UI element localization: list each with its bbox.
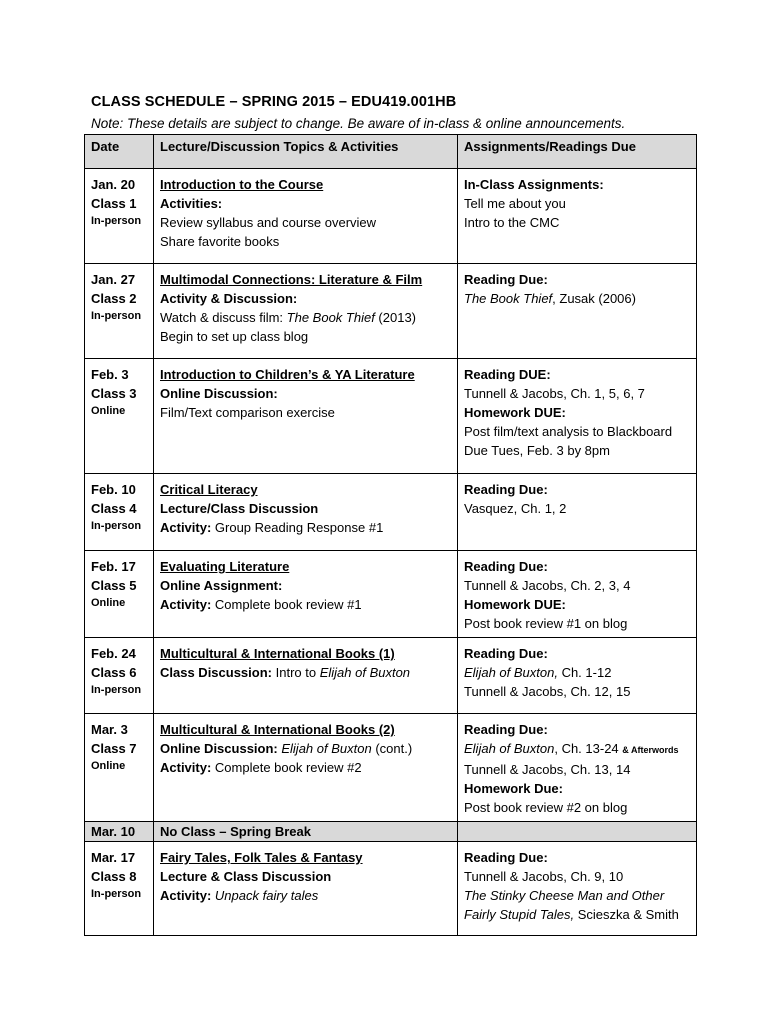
table-row <box>85 359 697 474</box>
row-class: Class 7 <box>91 741 137 756</box>
row-class: Class 1 <box>91 196 137 211</box>
row-date: Mar. 17 <box>91 850 136 865</box>
table-row <box>85 474 697 551</box>
table-row <box>85 169 697 264</box>
assignments-cell <box>458 842 697 936</box>
assignments-cell <box>458 474 697 551</box>
activity-label: Activity: <box>160 888 212 903</box>
row-activity-label: Activity & Discussion: <box>160 291 298 306</box>
book-title: Elijah of Buxton <box>277 741 372 756</box>
row-date: Feb. 3 <box>91 367 129 382</box>
row-date: Feb. 10 <box>91 482 136 497</box>
assignment-item: Tunnell & Jacobs, Ch. 9, 10 <box>464 869 624 884</box>
assignment-item: Post film/text analysis to Blackboard <box>464 424 673 439</box>
film-title: The Book Thief <box>286 310 375 325</box>
row-topic: Introduction to the Course <box>160 177 324 192</box>
date-cell <box>85 714 154 822</box>
assignment-label: Reading Due: <box>464 559 548 574</box>
header-assignments: Assignments/Readings Due <box>458 135 697 169</box>
book-title: The Book Thief <box>464 291 553 306</box>
row-activity <box>160 739 451 758</box>
header-topics: Lecture/Discussion Topics & Activities <box>154 135 458 169</box>
row-activity: Film/Text comparison exercise <box>160 405 335 420</box>
activity-label: Online Discussion: <box>160 741 278 756</box>
assignments-cell <box>458 264 697 359</box>
assignment-text: Scieszka & Smith <box>574 907 679 922</box>
assignment-item: Post book review #1 on blog <box>464 616 628 631</box>
assignment-label: Homework Due: <box>464 781 563 796</box>
topics-cell <box>154 359 458 474</box>
row-mode: In-person <box>91 520 142 532</box>
row-activity <box>160 518 451 537</box>
row-mode: Online <box>91 760 126 772</box>
row-class: Class 8 <box>91 869 137 884</box>
row-topic: Critical Literacy <box>160 482 258 497</box>
topics-cell <box>154 264 458 359</box>
activity-text: Complete book review #1 <box>211 597 362 612</box>
row-class: Class 2 <box>91 291 137 306</box>
activity-text: Group Reading Response #1 <box>211 520 384 535</box>
row-activity <box>160 886 451 905</box>
assignment-item: Tell me about you <box>464 196 566 211</box>
assignment-text: , Ch. 13-24 <box>554 741 623 756</box>
row-activity <box>160 663 451 682</box>
activity-text: (cont.) <box>371 741 413 756</box>
topics-cell <box>154 714 458 822</box>
table-row <box>85 842 697 936</box>
topics-cell <box>154 551 458 638</box>
assignments-cell <box>458 638 697 714</box>
activity-text: (2013) <box>374 310 417 325</box>
row-date: Mar. 10 <box>91 824 136 839</box>
date-cell <box>85 359 154 474</box>
date-cell <box>85 169 154 264</box>
row-activity <box>160 758 451 777</box>
assignment-label: Reading Due: <box>464 272 548 287</box>
assignment-item: Tunnell & Jacobs, Ch. 2, 3, 4 <box>464 578 631 593</box>
row-class: Class 6 <box>91 665 137 680</box>
table-header-row <box>85 135 697 169</box>
schedule-note: Note: These details are subject to change. Be aware of in-class & online announcements. <box>91 116 626 131</box>
book-title: Elijah of Buxton <box>319 665 411 680</box>
table-row-break <box>85 822 697 842</box>
header-date: Date <box>85 135 154 169</box>
assignments-cell <box>458 169 697 264</box>
topics-cell <box>154 822 458 842</box>
row-mode: In-person <box>91 215 142 227</box>
row-mode: Online <box>91 405 126 417</box>
row-activity-label: Lecture/Class Discussion <box>160 501 319 516</box>
row-activity <box>160 308 451 327</box>
afterwords-note: & Afterwords <box>622 745 679 755</box>
assignment-text: Ch. 1-12 <box>557 665 612 680</box>
book-title: Elijah of Buxton <box>464 741 555 756</box>
table-row <box>85 551 697 638</box>
date-cell <box>85 822 154 842</box>
date-cell <box>85 551 154 638</box>
activity-label: Activity: <box>160 597 212 612</box>
assignment-label: Homework DUE: <box>464 405 566 420</box>
assignment-item: Post book review #2 on blog <box>464 800 628 815</box>
topics-cell <box>154 474 458 551</box>
row-mode: In-person <box>91 310 142 322</box>
row-class: Class 3 <box>91 386 137 401</box>
row-mode: Online <box>91 597 126 609</box>
assignments-cell <box>458 714 697 822</box>
table-row <box>85 714 697 822</box>
activity-label: Class Discussion: <box>160 665 272 680</box>
row-activity: Begin to set up class blog <box>160 329 309 344</box>
row-activity <box>160 595 451 614</box>
assignment-label: Reading Due: <box>464 646 548 661</box>
row-activity: Review syllabus and course overview <box>160 215 377 230</box>
date-cell <box>85 842 154 936</box>
row-mode: In-person <box>91 684 142 696</box>
date-cell <box>85 638 154 714</box>
row-topic: Introduction to Children’s & YA Literature <box>160 367 415 382</box>
assignment-label: In-Class Assignments: <box>464 177 604 192</box>
topics-cell <box>154 169 458 264</box>
assignment-item: Vasquez, Ch. 1, 2 <box>464 501 567 516</box>
assignment-label: Homework DUE: <box>464 597 566 612</box>
topics-cell <box>154 842 458 936</box>
activity-text: Intro to <box>272 665 320 680</box>
assignment-item <box>464 739 690 760</box>
table-row <box>85 638 697 714</box>
row-activity: Share favorite books <box>160 234 280 249</box>
topics-cell <box>154 638 458 714</box>
assignment-label: Reading Due: <box>464 722 548 737</box>
row-activity-label: Online Discussion: <box>160 386 278 401</box>
date-cell <box>85 474 154 551</box>
row-topic: Fairy Tales, Folk Tales & Fantasy <box>160 850 363 865</box>
row-activity-label: Activities: <box>160 196 223 211</box>
assignments-cell <box>458 359 697 474</box>
activity-label: Activity: <box>160 760 212 775</box>
date-cell <box>85 264 154 359</box>
assignment-item: Tunnell & Jacobs, Ch. 13, 14 <box>464 762 631 777</box>
row-topic: Multimodal Connections: Literature & Film <box>160 272 423 287</box>
assignment-item: Intro to the CMC <box>464 215 560 230</box>
row-class: Class 5 <box>91 578 137 593</box>
row-date: Mar. 3 <box>91 722 128 737</box>
assignment-item: Tunnell & Jacobs, Ch. 12, 15 <box>464 684 631 699</box>
assignments-cell <box>458 822 697 842</box>
activity-text: Complete book review #2 <box>211 760 362 775</box>
book-title: The Stinky Cheese Man and Other <box>464 888 665 903</box>
row-date: Jan. 27 <box>91 272 136 287</box>
schedule-table <box>84 134 697 936</box>
row-activity-label: Lecture & Class Discussion <box>160 869 332 884</box>
row-mode: In-person <box>91 888 142 900</box>
activity-text: Watch & discuss film: <box>160 310 287 325</box>
activity-label: Activity: <box>160 520 212 535</box>
assignment-label: Reading Due: <box>464 850 548 865</box>
assignment-item <box>464 663 690 682</box>
row-date: Jan. 20 <box>91 177 136 192</box>
activity-text: Unpack fairy tales <box>211 888 319 903</box>
row-date: Feb. 17 <box>91 559 136 574</box>
row-topic: No Class – Spring Break <box>160 824 311 839</box>
assignment-item: Due Tues, Feb. 3 by 8pm <box>464 443 610 458</box>
assignment-label: Reading DUE: <box>464 367 551 382</box>
row-topic: Evaluating Literature <box>160 559 290 574</box>
page-title: CLASS SCHEDULE – SPRING 2015 – EDU419.001HB <box>91 94 457 110</box>
book-title: Fairly Stupid Tales, <box>464 907 575 922</box>
assignment-label: Reading Due: <box>464 482 548 497</box>
assignment-item <box>464 905 690 924</box>
assignment-text: , Zusak (2006) <box>552 291 636 306</box>
row-topic: Multicultural & International Books (2) <box>160 722 395 737</box>
assignments-cell <box>458 551 697 638</box>
table-row <box>85 264 697 359</box>
row-class: Class 4 <box>91 501 137 516</box>
row-topic: Multicultural & International Books (1) <box>160 646 395 661</box>
assignment-item: Tunnell & Jacobs, Ch. 1, 5, 6, 7 <box>464 386 645 401</box>
row-date: Feb. 24 <box>91 646 136 661</box>
assignment-item <box>464 289 690 308</box>
book-title: Elijah of Buxton, <box>464 665 558 680</box>
row-activity-label: Online Assignment: <box>160 578 283 593</box>
